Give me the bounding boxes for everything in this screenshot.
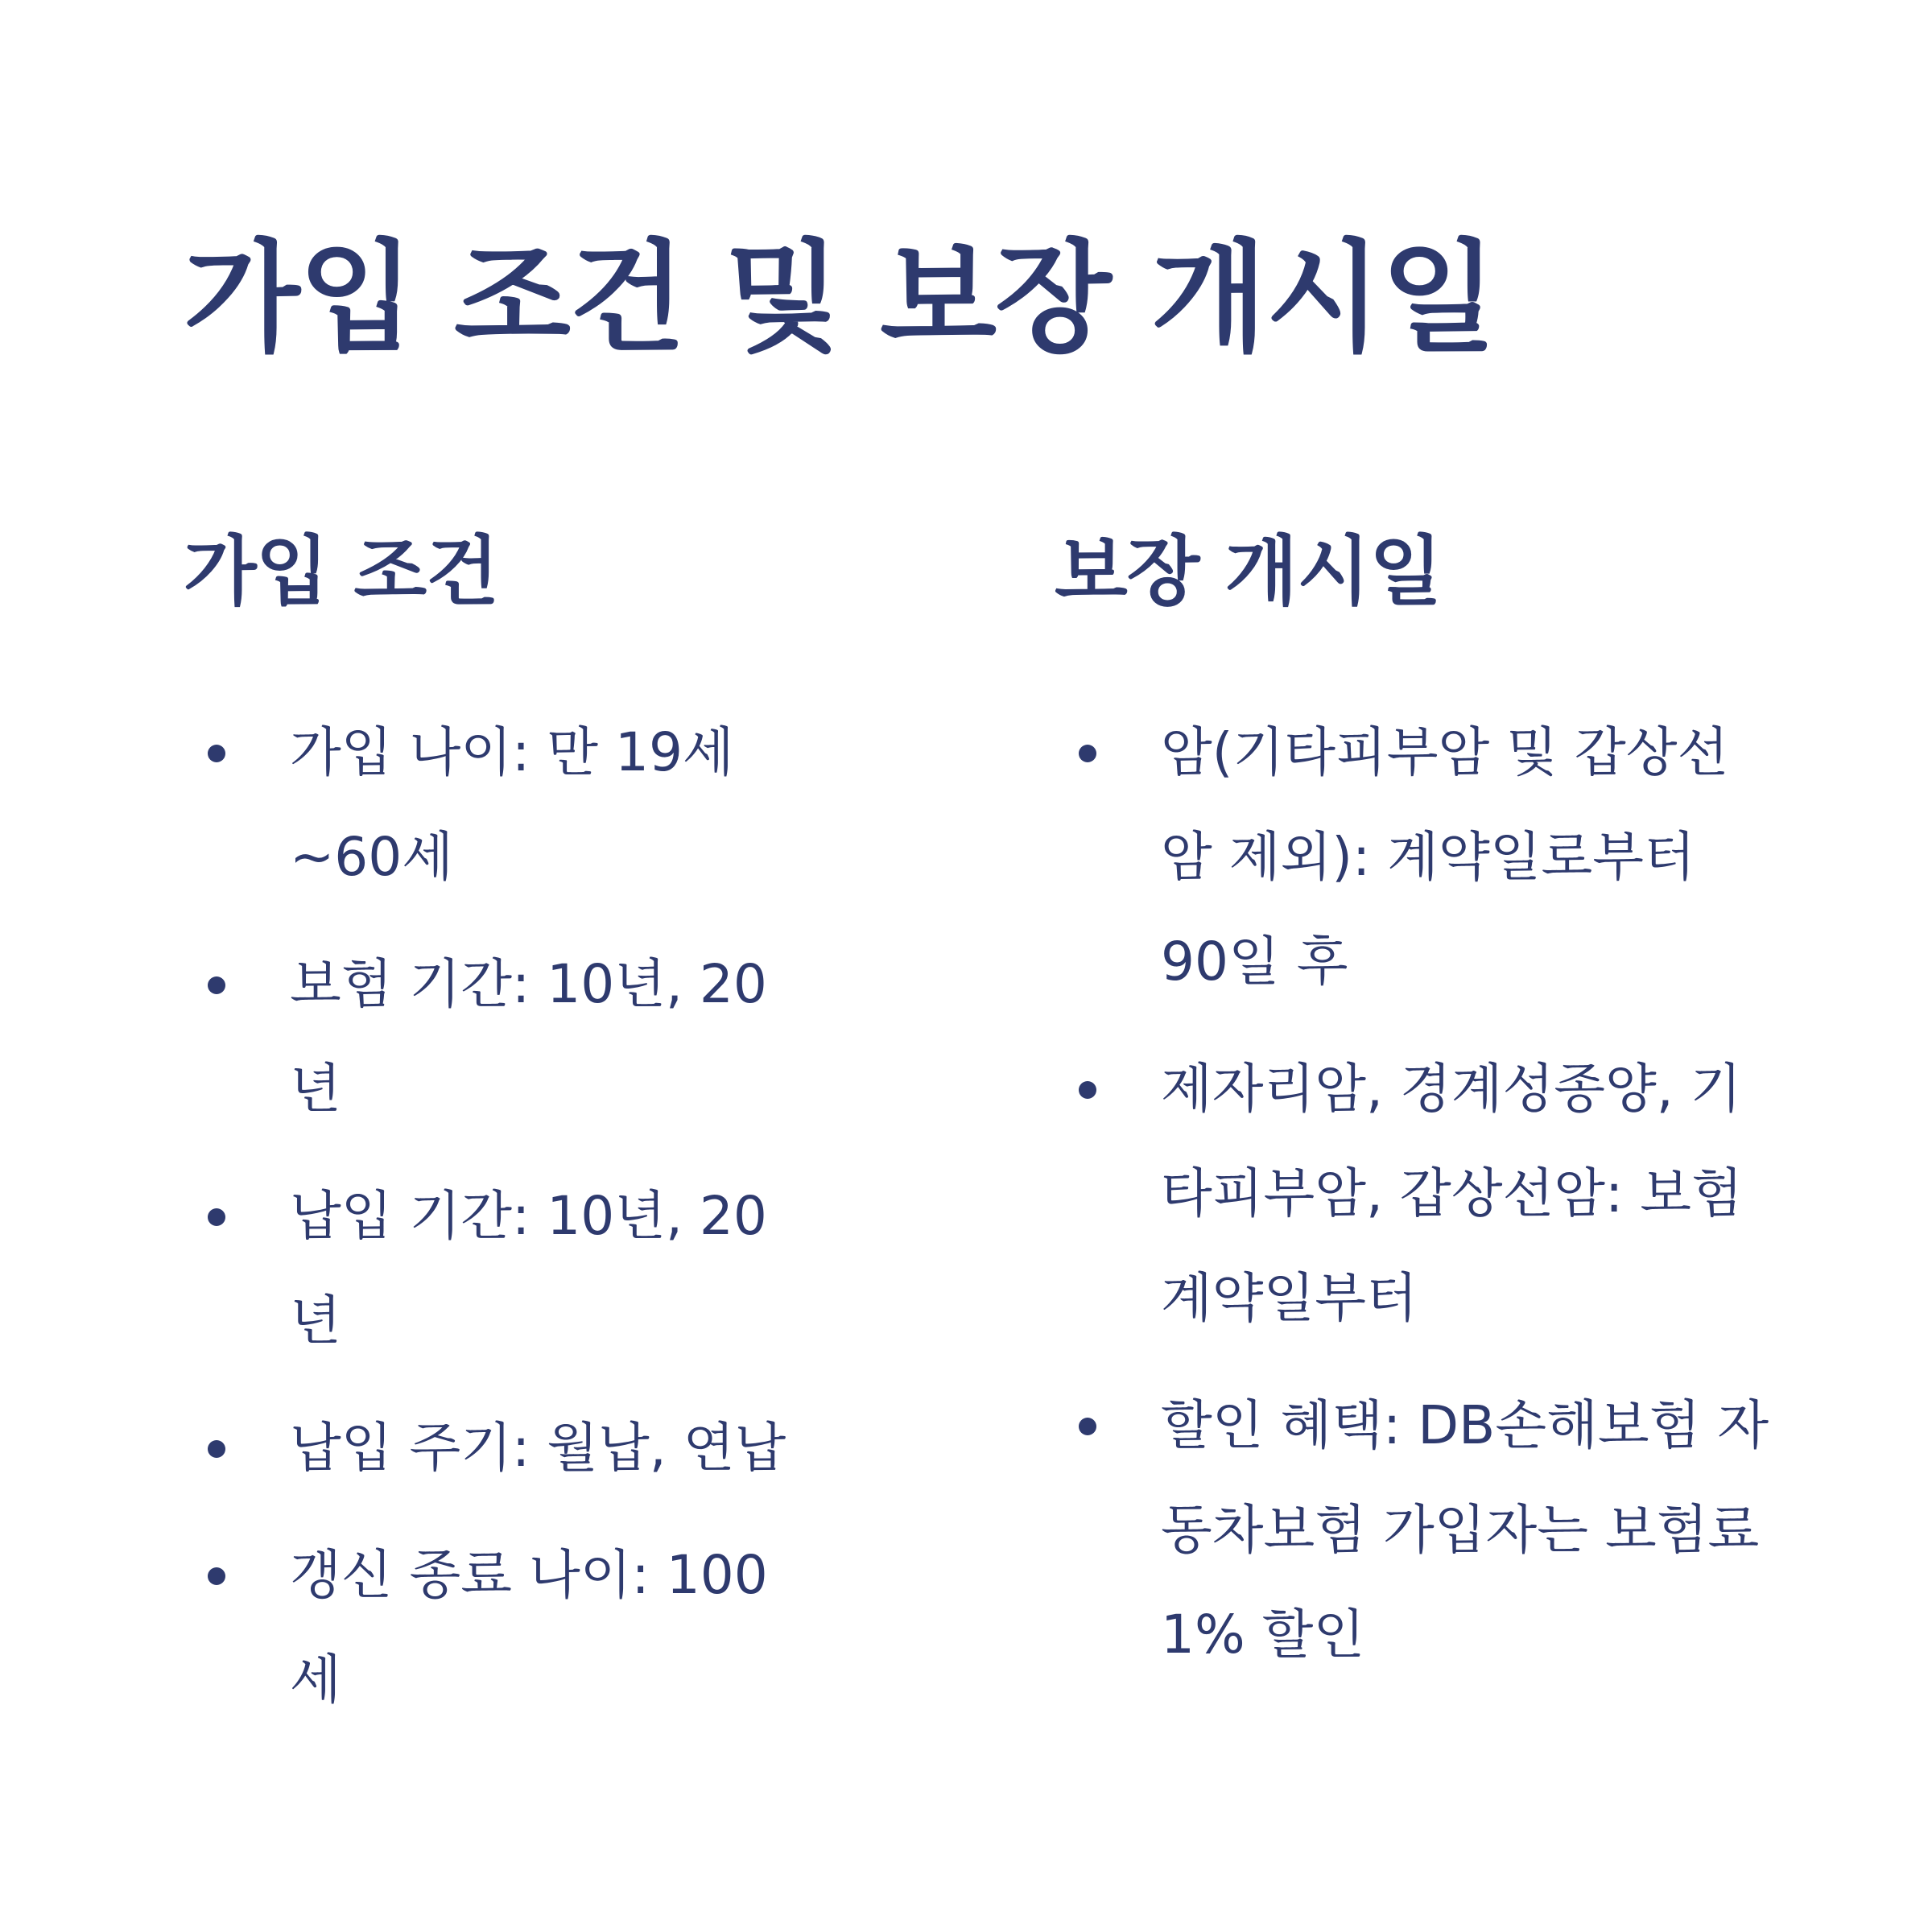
bullet-icon xyxy=(1079,745,1096,762)
bullet-icon xyxy=(208,1208,225,1226)
list-item-text: 할인 혜택: DB손해보험 자동차보험 가입자는 보험료 1% 할인 xyxy=(1161,1394,1769,1666)
list-item xyxy=(184,1396,813,1501)
enrollment-conditions-section xyxy=(184,527,908,1711)
list-item xyxy=(1055,700,1773,1014)
coverage-start-section xyxy=(1055,527,1779,1666)
enrollment-conditions-heading: 가입 조건 xyxy=(184,528,498,616)
bullet-icon xyxy=(208,1440,225,1458)
list-item xyxy=(1055,1037,1773,1351)
list-item-text: 제자리암, 경계성종양, 기타피부암, 갑상선암: 보험계약일부터 xyxy=(1161,1058,1743,1329)
list-item xyxy=(1055,1373,1773,1687)
coverage-start-list xyxy=(1055,700,1773,1710)
list-item xyxy=(184,1164,813,1373)
list-item-text: 보험 기간: 10년, 20년 xyxy=(290,953,767,1120)
bullet-icon xyxy=(208,976,225,994)
list-item-text: 납입 기간: 10년, 20년 xyxy=(290,1185,767,1352)
page-title: 가입 조건 및 보장 개시일 xyxy=(184,229,1496,369)
list-item-text: 갱신 종료 나이: 100세 xyxy=(290,1544,768,1711)
enrollment-conditions-list xyxy=(184,700,813,1755)
list-item-text: 암(기타피부암 및 갑상선암 제외): 계약일로부터 90일 후 xyxy=(1161,721,1729,993)
bullet-icon xyxy=(208,745,225,762)
bullet-icon xyxy=(208,1567,225,1585)
list-item-text: 가입 나이: 만 19세 ~60세 xyxy=(290,721,734,888)
list-item xyxy=(184,932,813,1141)
list-item xyxy=(184,700,813,910)
bullet-icon xyxy=(1079,1081,1096,1099)
list-item-text: 납입 주기: 월납, 연납 xyxy=(290,1417,786,1479)
bullet-icon xyxy=(1079,1418,1096,1435)
list-item xyxy=(184,1523,813,1732)
coverage-start-heading: 보장 개시일 xyxy=(1055,528,1442,616)
